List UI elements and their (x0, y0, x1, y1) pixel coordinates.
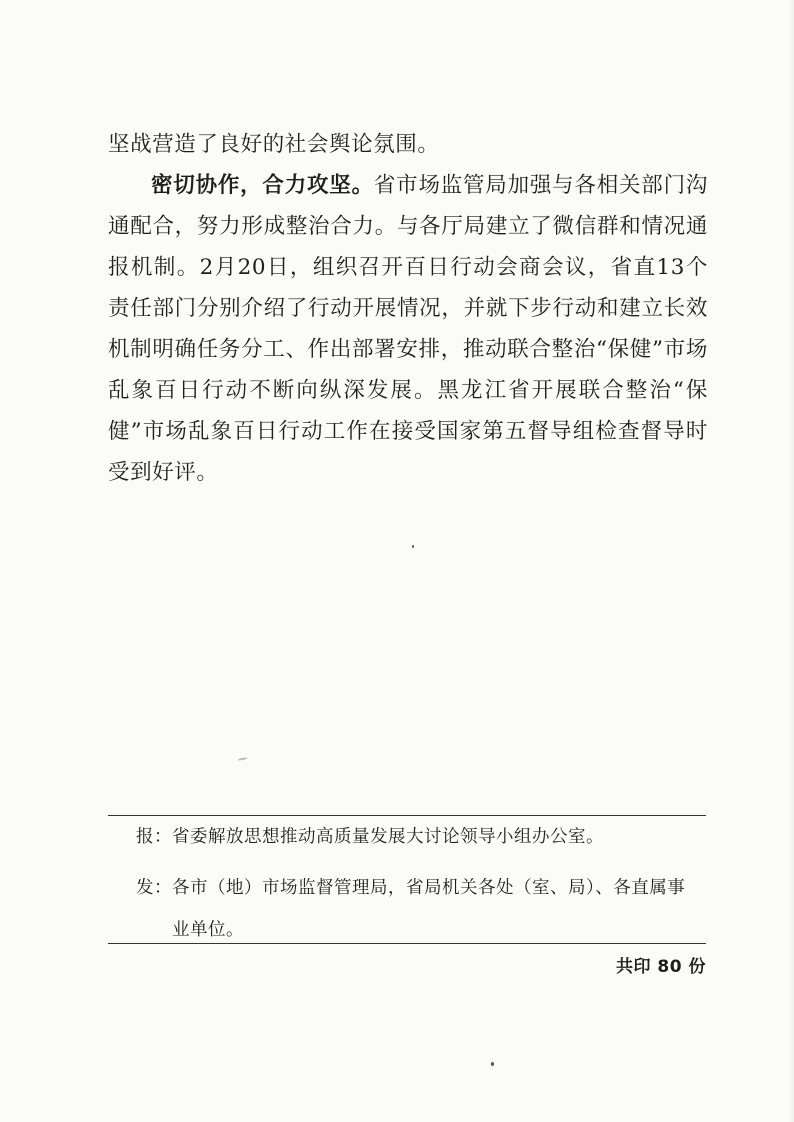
distribution-top-rule (108, 815, 706, 816)
send-to-label: 发： (136, 878, 172, 898)
report-to-line: 报：省委解放思想推动高质量发展大讨论领导小组办公室。 (136, 827, 604, 847)
scan-speck (491, 1062, 494, 1066)
print-copies-count: 共印 80 份 (616, 957, 706, 977)
distribution-bottom-rule (108, 943, 706, 944)
body-text (108, 124, 708, 493)
scan-edge-shadow (788, 0, 794, 1122)
paragraph-continuation: 坚战营造了良好的社会舆论氛围。 (108, 132, 440, 157)
scan-speck (238, 757, 247, 760)
paragraph-cooperation (108, 165, 708, 493)
paragraph-lead-heading: 密切协作，合力攻坚。 (151, 173, 374, 198)
send-to-block (136, 867, 706, 951)
send-to-line-2: 业单位。 (172, 920, 244, 940)
scan-speck (412, 545, 414, 548)
send-to-line-1: 各市（地）市场监督管理局，省局机关各处（室、局）、各直属事 (172, 878, 686, 898)
paragraph-body: 省市场监管局加强与各相关部门沟通配合，努力形成整治合力。与各厅局建立了微信群和情况通报机制。2月20日，组织召开百日行动会商会议，省直13个责任部门分别介绍了行动开展情况，并就下步行动和建立长效机制明确任务分工、作出部署安排，推动联合整治“保健”市场乱象百日行动不断向纵深发展。黑龙江省开展联合整治“保健”市场乱象百日行动工作在接受国家第五督导组检查督导时受到好评。 (108, 173, 708, 485)
